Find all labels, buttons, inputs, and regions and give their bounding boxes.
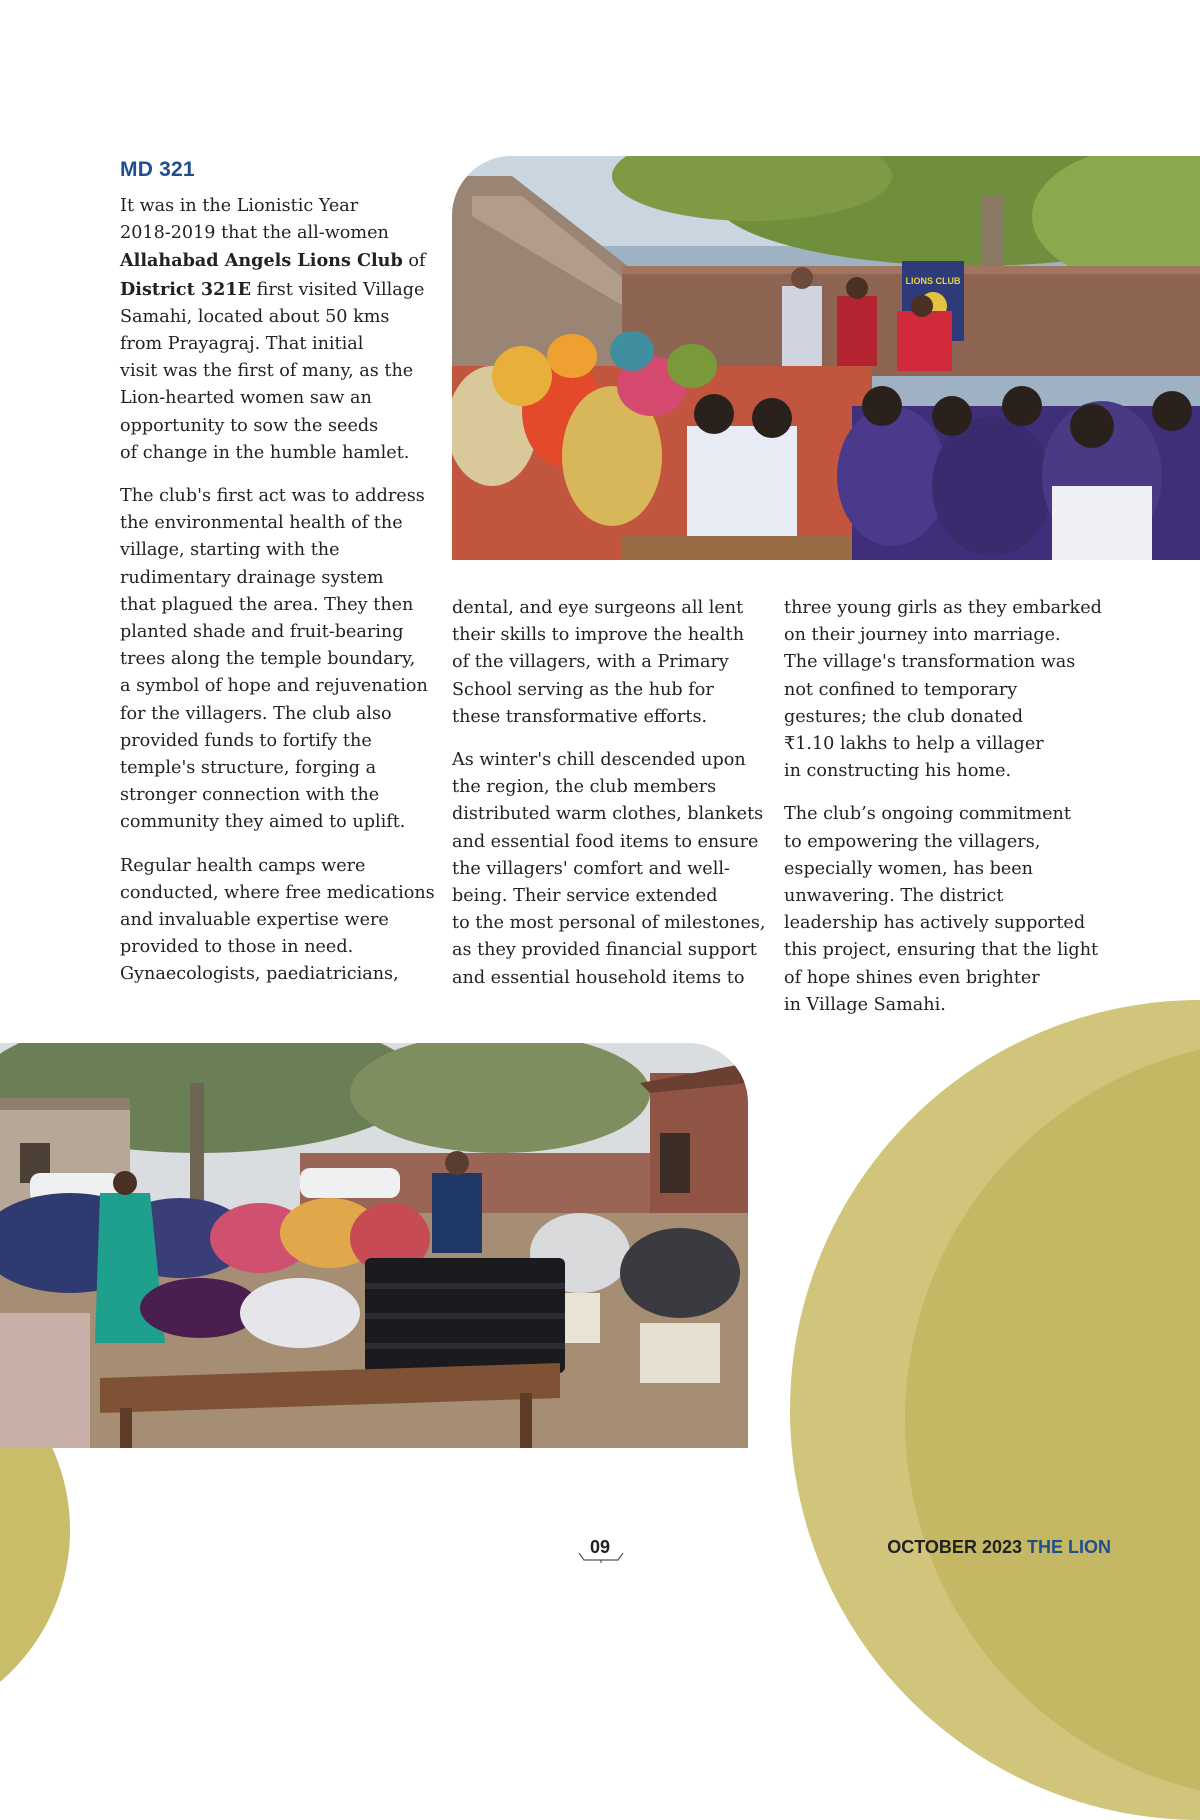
article-column-2 [452, 595, 772, 1008]
district-name: District 321E [120, 278, 252, 300]
paragraph: It was in the Lionistic Year 2018-2019 that the all-women Allahabad Angels Lions Club of District 321E first visited Village Samahi, located about 50 kms from Prayagraj. That initial visit was the first of many, as the Lion-hearted women saw an opportunity to sow the seeds of change in the humble hamlet. [120, 196, 426, 463]
article-column-1 [120, 193, 440, 1005]
paragraph: As winter's chill descended upon the region, the club members distributed warm clothes, blankets and essential food items to ensure the villagers' comfort and well- being. Their service extended to the most personal of milestones, as they provided financial support and essential household items to [452, 750, 766, 988]
paragraph: dental, and eye surgeons all lent their skills to improve the health of the villagers, with a Primary School serving as the hub for these transformative efforts. [452, 598, 745, 727]
paragraph: The club’s ongoing commitment to empowering the villagers, especially women, has been unwavering. The district leadership has actively supported this project, ensuring that the light of hope shines even brighter in Village Samahi. [784, 804, 1099, 1015]
page-number-bracket-icon [578, 1552, 624, 1563]
paragraph: The club's first act was to address the environmental health of the village, starting with the rudimentary drainage system that plagued the area. They then planted shade and fruit-bearing trees along the temple boundary, a symbol of hope and rejuvenation for the villagers. The club also provided funds to fortify the temple's structure, forging a stronger connection with the community they aimed to uplift. [120, 486, 428, 833]
footer-issue [887, 1537, 1111, 1558]
photo-blanket-distribution [0, 1043, 748, 1448]
banner-lions-club-text: LIONS CLUB [905, 276, 961, 286]
page-number: 09 [589, 1537, 611, 1557]
club-name: Allahabad Angels Lions Club [120, 250, 403, 272]
paragraph: three young girls as they embarked on their journey into marriage. The village's transformation was not confined to temporary gestures; the club donated ₹1.10 lakhs to help a villager in constructing his home. [784, 598, 1102, 782]
article-column-3 [784, 595, 1104, 1035]
footer-date: OCTOBER 2023 [887, 1537, 1022, 1557]
photo-health-camp-gathering [452, 156, 1200, 560]
paragraph: Regular health camps were conducted, where free medications and invaluable expertise were provided to those in need. Gynaecologists, paediatricians, [120, 855, 435, 985]
section-heading: MD 321 [120, 158, 195, 181]
footer-publication: THE LION [1027, 1537, 1111, 1557]
